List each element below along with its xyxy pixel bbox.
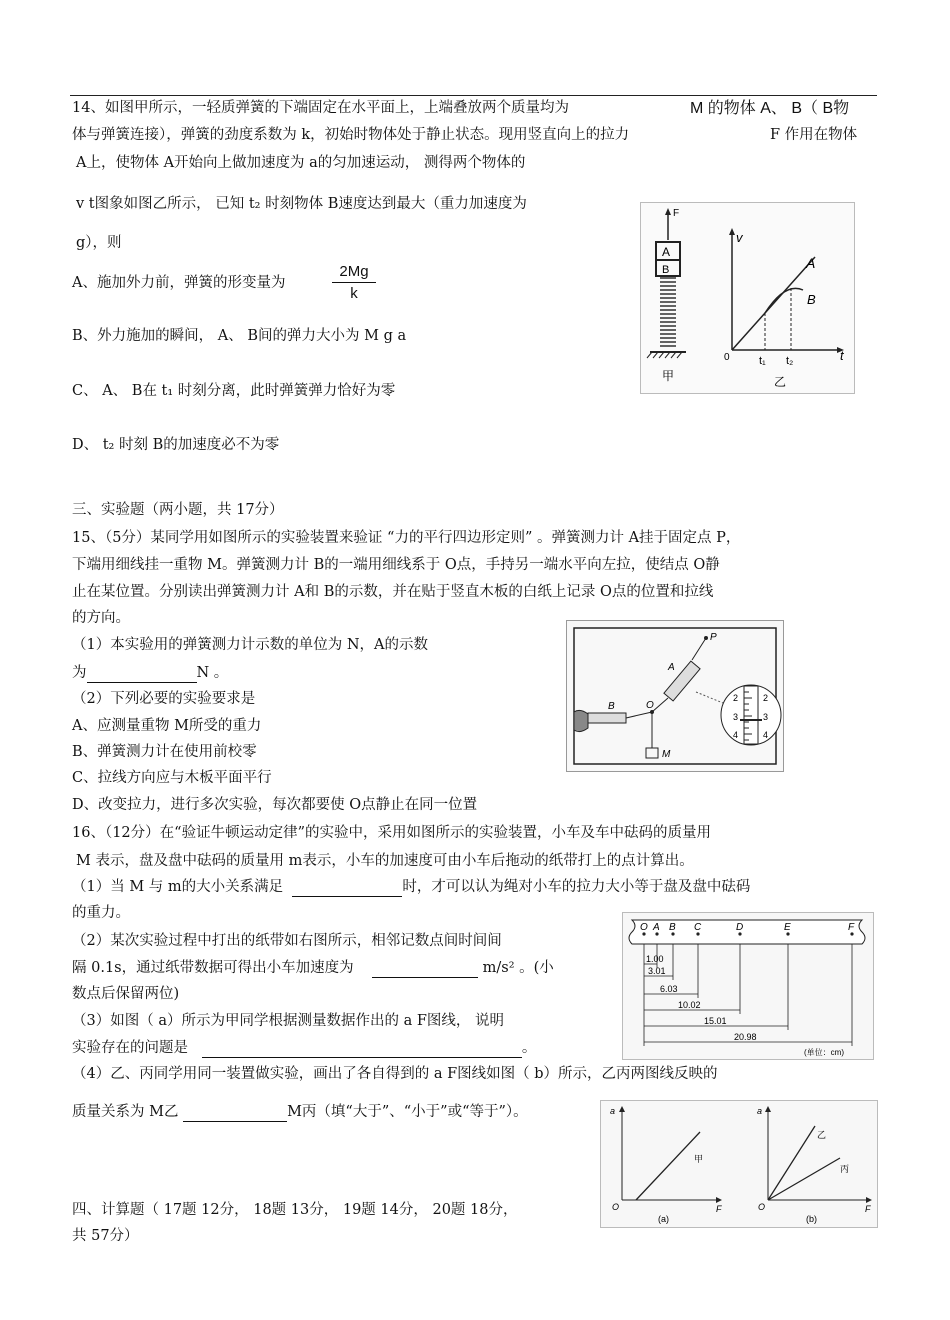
q15-line1: 15、（5分）某同学用如图所示的实验装置来验证 “力的平行四边形定则” 。弹簧测力计 A挂于固定点 P， (72, 530, 741, 546)
dist-oc: 6.03 (660, 984, 678, 994)
q15-sub1: （1）本实验用的弹簧测力计示数的单位为 N，A的示数 (72, 637, 428, 653)
dist-ob: 3.01 (648, 966, 666, 976)
section4-title-line2: 共 57分） (72, 1228, 139, 1244)
q14-line2: 体与弹簧连接），弹簧的劲度系数为 k，初始时物体处于静止状态。现用竖直向上的拉力 (72, 127, 630, 143)
graph-b-bing-label: 丙 (840, 1164, 850, 1174)
q14-line3: A上，使物体 A开始向上做加速度为 a的匀加速运动， 测得两个物体的 (76, 155, 526, 171)
q16-mass-relation-blank[interactable] (183, 1104, 287, 1122)
knot-o-label: O (646, 700, 654, 711)
dist-oa: 1.00 (646, 954, 664, 964)
q15-sub2: （2）下列必要的实验要求是 (72, 691, 256, 707)
q16-sub4-line1: （4）乙、丙同学用同一装置做实验，画出了各自得到的 a F图线如图（ b）所示，乙丙两图线反映的 (72, 1066, 718, 1082)
q15-option-a: A、应测量重物 M所受的重力 (72, 718, 262, 734)
q16-sub1-suffix: 时，才可以认为绳对小车的拉力大小等于盘及盘中砝码 (402, 879, 751, 895)
tick-2-left: 2 (733, 693, 739, 703)
q16-sub3-line2 (72, 1040, 536, 1058)
graph-a-caption: (a) (658, 1214, 669, 1224)
v-axis-label: v (736, 230, 743, 245)
tape-label-b: B (669, 922, 676, 933)
section3-title: 三、实验题（两小题，共 17分） (72, 502, 284, 518)
paper-tape (629, 920, 865, 944)
q14-figure (640, 202, 855, 394)
fraction-bar (332, 282, 376, 283)
block-a-label: A (662, 245, 671, 259)
graph-a-origin: O (612, 1202, 620, 1212)
graph-a-jia-label: 甲 (694, 1154, 704, 1164)
af-graphs-figure (600, 1100, 878, 1228)
q16-problem-blank[interactable] (202, 1040, 522, 1058)
q15-line4: 的方向。 (72, 610, 130, 626)
scale-b-label: B (608, 701, 615, 712)
graph-b-a-label: a (757, 1106, 763, 1116)
graph-b-caption: (b) (806, 1214, 817, 1224)
q16-acceleration-blank[interactable] (372, 960, 478, 978)
line-a-label: A (806, 255, 816, 271)
weight-m-label: M (662, 749, 671, 760)
q14-option-c: C、 A、 B在 t₁ 时刻分离，此时弹簧弹力恰好为零 (72, 383, 396, 399)
spring-scale-b (588, 713, 626, 723)
tape-label-f: F (848, 922, 855, 933)
q15-option-b: B、弹簧测力计在使用前校零 (72, 744, 257, 760)
q16-sub3-line1: （3）如图（ a）所示为甲同学根据测量数据作出的 a F图线， 说明 (72, 1013, 505, 1029)
graph-b-f-label: F (865, 1204, 871, 1214)
q15-sub1-unit: N 。 (196, 665, 229, 681)
q16-sub2-line2 (72, 960, 554, 978)
fraction-numerator: 2Mg (339, 263, 369, 280)
q14-line1: 14、如图甲所示，一轻质弹簧的下端固定在水平面上，上端叠放两个质量均为 (72, 100, 569, 116)
q16-line2: M 表示，盘及盘中砝码的质量用 m表示，小车的加速度可由小车后拖动的纸带打上的点计算出。 (76, 853, 694, 869)
q16-condition-blank[interactable] (292, 879, 402, 897)
tick-3-right: 3 (763, 712, 769, 722)
q14-option-b: B、外力施加的瞬间， A、 B间的弹力大小为 M g a (72, 328, 407, 344)
q16-sub2-unit: m/s² 。(小 (482, 960, 554, 976)
q14-line1-end: M 的物体 A、 B（ B物 (690, 100, 850, 117)
tape-figure (622, 912, 874, 1060)
q15-sub1-answer-line (72, 665, 228, 683)
block-b-label: B (662, 264, 670, 276)
t-axis-label: t (840, 348, 844, 363)
t1-label: t₁ (759, 355, 766, 367)
tape-label-a: A (653, 922, 660, 933)
q16-sub2-line3: 数点后保留两位) (72, 986, 180, 1002)
dist-of: 20.98 (734, 1032, 757, 1042)
q15-figure (566, 620, 784, 772)
hand (574, 710, 588, 731)
figure-label-jia: 甲 (662, 369, 675, 383)
q15-line2: 下端用细线挂一重物 M。弹簧测力计 B的一端用细线系于 O点，手持另一端水平向左拉，使结点 O静 (72, 557, 720, 573)
q14-option-a-fraction (332, 263, 376, 302)
tick-4-left: 4 (733, 730, 739, 740)
point-p-label: P (710, 632, 717, 643)
graph-a-f-label: F (716, 1204, 722, 1214)
q14-line2-end: F 作用在物体 (770, 127, 858, 143)
figure-label-yi: 乙 (774, 375, 787, 389)
q16-sub4-suffix: M丙（填“大于”、“小于”或“等于”）。 (287, 1104, 528, 1120)
q16-sub3-prefix: 实验存在的问题是 (72, 1040, 188, 1056)
tape-label-c: C (694, 922, 702, 933)
graph-a-a-label: a (610, 1106, 616, 1116)
section4-title-line1: 四、计算题（ 17题 12分， 18题 13分， 19题 14分， 20题 18分， (72, 1202, 518, 1218)
tick-2-right: 2 (763, 693, 769, 703)
q15-line3: 止在某位置。分别读出弹簧测力计 A和 B的示数，并在贴于竖直木板的白纸上记录 O点的位置和拉线 (72, 584, 714, 600)
q15-a-reading-blank[interactable] (87, 665, 197, 683)
q14-line4: v t图象如图乙所示， 已知 t₂ 时刻物体 B速度达到最大（重力加速度为 (76, 196, 527, 212)
q16-line1: 16、（12分）在“验证牛顿运动定律”的实验中，采用如图所示的实验装置，小车及车中砝码的质量用 (72, 825, 711, 841)
tape-label-d: D (736, 922, 744, 933)
dist-oe: 15.01 (704, 1016, 727, 1026)
q16-sub1-line2: 的重力。 (72, 905, 130, 921)
q16-sub4-prefix: 质量关系为 M乙 (72, 1104, 179, 1120)
q16-sub2-prefix: 隔 0.1s，通过纸带数据可得出小车加速度为 (72, 960, 354, 976)
graph-b-origin: O (758, 1202, 766, 1212)
figure-frame (601, 1101, 878, 1228)
force-label: F (673, 208, 680, 219)
q14-line5: g），则 (76, 235, 122, 251)
q16-sub3-suffix: 。 (521, 1040, 537, 1056)
q16-sub1-prefix: （1）当 M 与 m的大小关系满足 (72, 879, 284, 895)
fraction-denominator: k (350, 285, 358, 302)
tape-label-o: O (640, 922, 648, 933)
origin-label: 0 (724, 352, 730, 363)
scale-a-label: A (668, 662, 675, 673)
q16-sub4-line2 (72, 1104, 528, 1122)
tape-unit: (单位：cm) (804, 1048, 844, 1057)
graph-b-yi-label: 乙 (817, 1130, 827, 1140)
q14-option-a: A、施加外力前，弹簧的形变量为 (72, 275, 286, 291)
q15-option-d: D、改变拉力，进行多次实验，每次都要使 O点静止在同一位置 (72, 797, 478, 813)
tick-3-left: 3 (733, 712, 739, 722)
q14-option-d: D、 t₂ 时刻 B的加速度必不为零 (72, 437, 280, 453)
curve-b-label: B (807, 292, 816, 307)
q16-sub1 (72, 879, 750, 897)
top-rule (70, 95, 877, 96)
q15-sub1-prefix: 为 (72, 665, 87, 681)
t2-label: t₂ (786, 355, 794, 367)
tape-label-e: E (784, 922, 791, 933)
zoom-circle (721, 685, 781, 745)
dist-od: 10.02 (678, 1000, 701, 1010)
tick-4-right: 4 (763, 730, 769, 740)
q15-option-c: C、拉线方向应与木板平面平行 (72, 770, 272, 786)
q16-sub2-line1: （2）某次实验过程中打出的纸带如右图所示，相邻记数点间时间间 (72, 933, 502, 949)
